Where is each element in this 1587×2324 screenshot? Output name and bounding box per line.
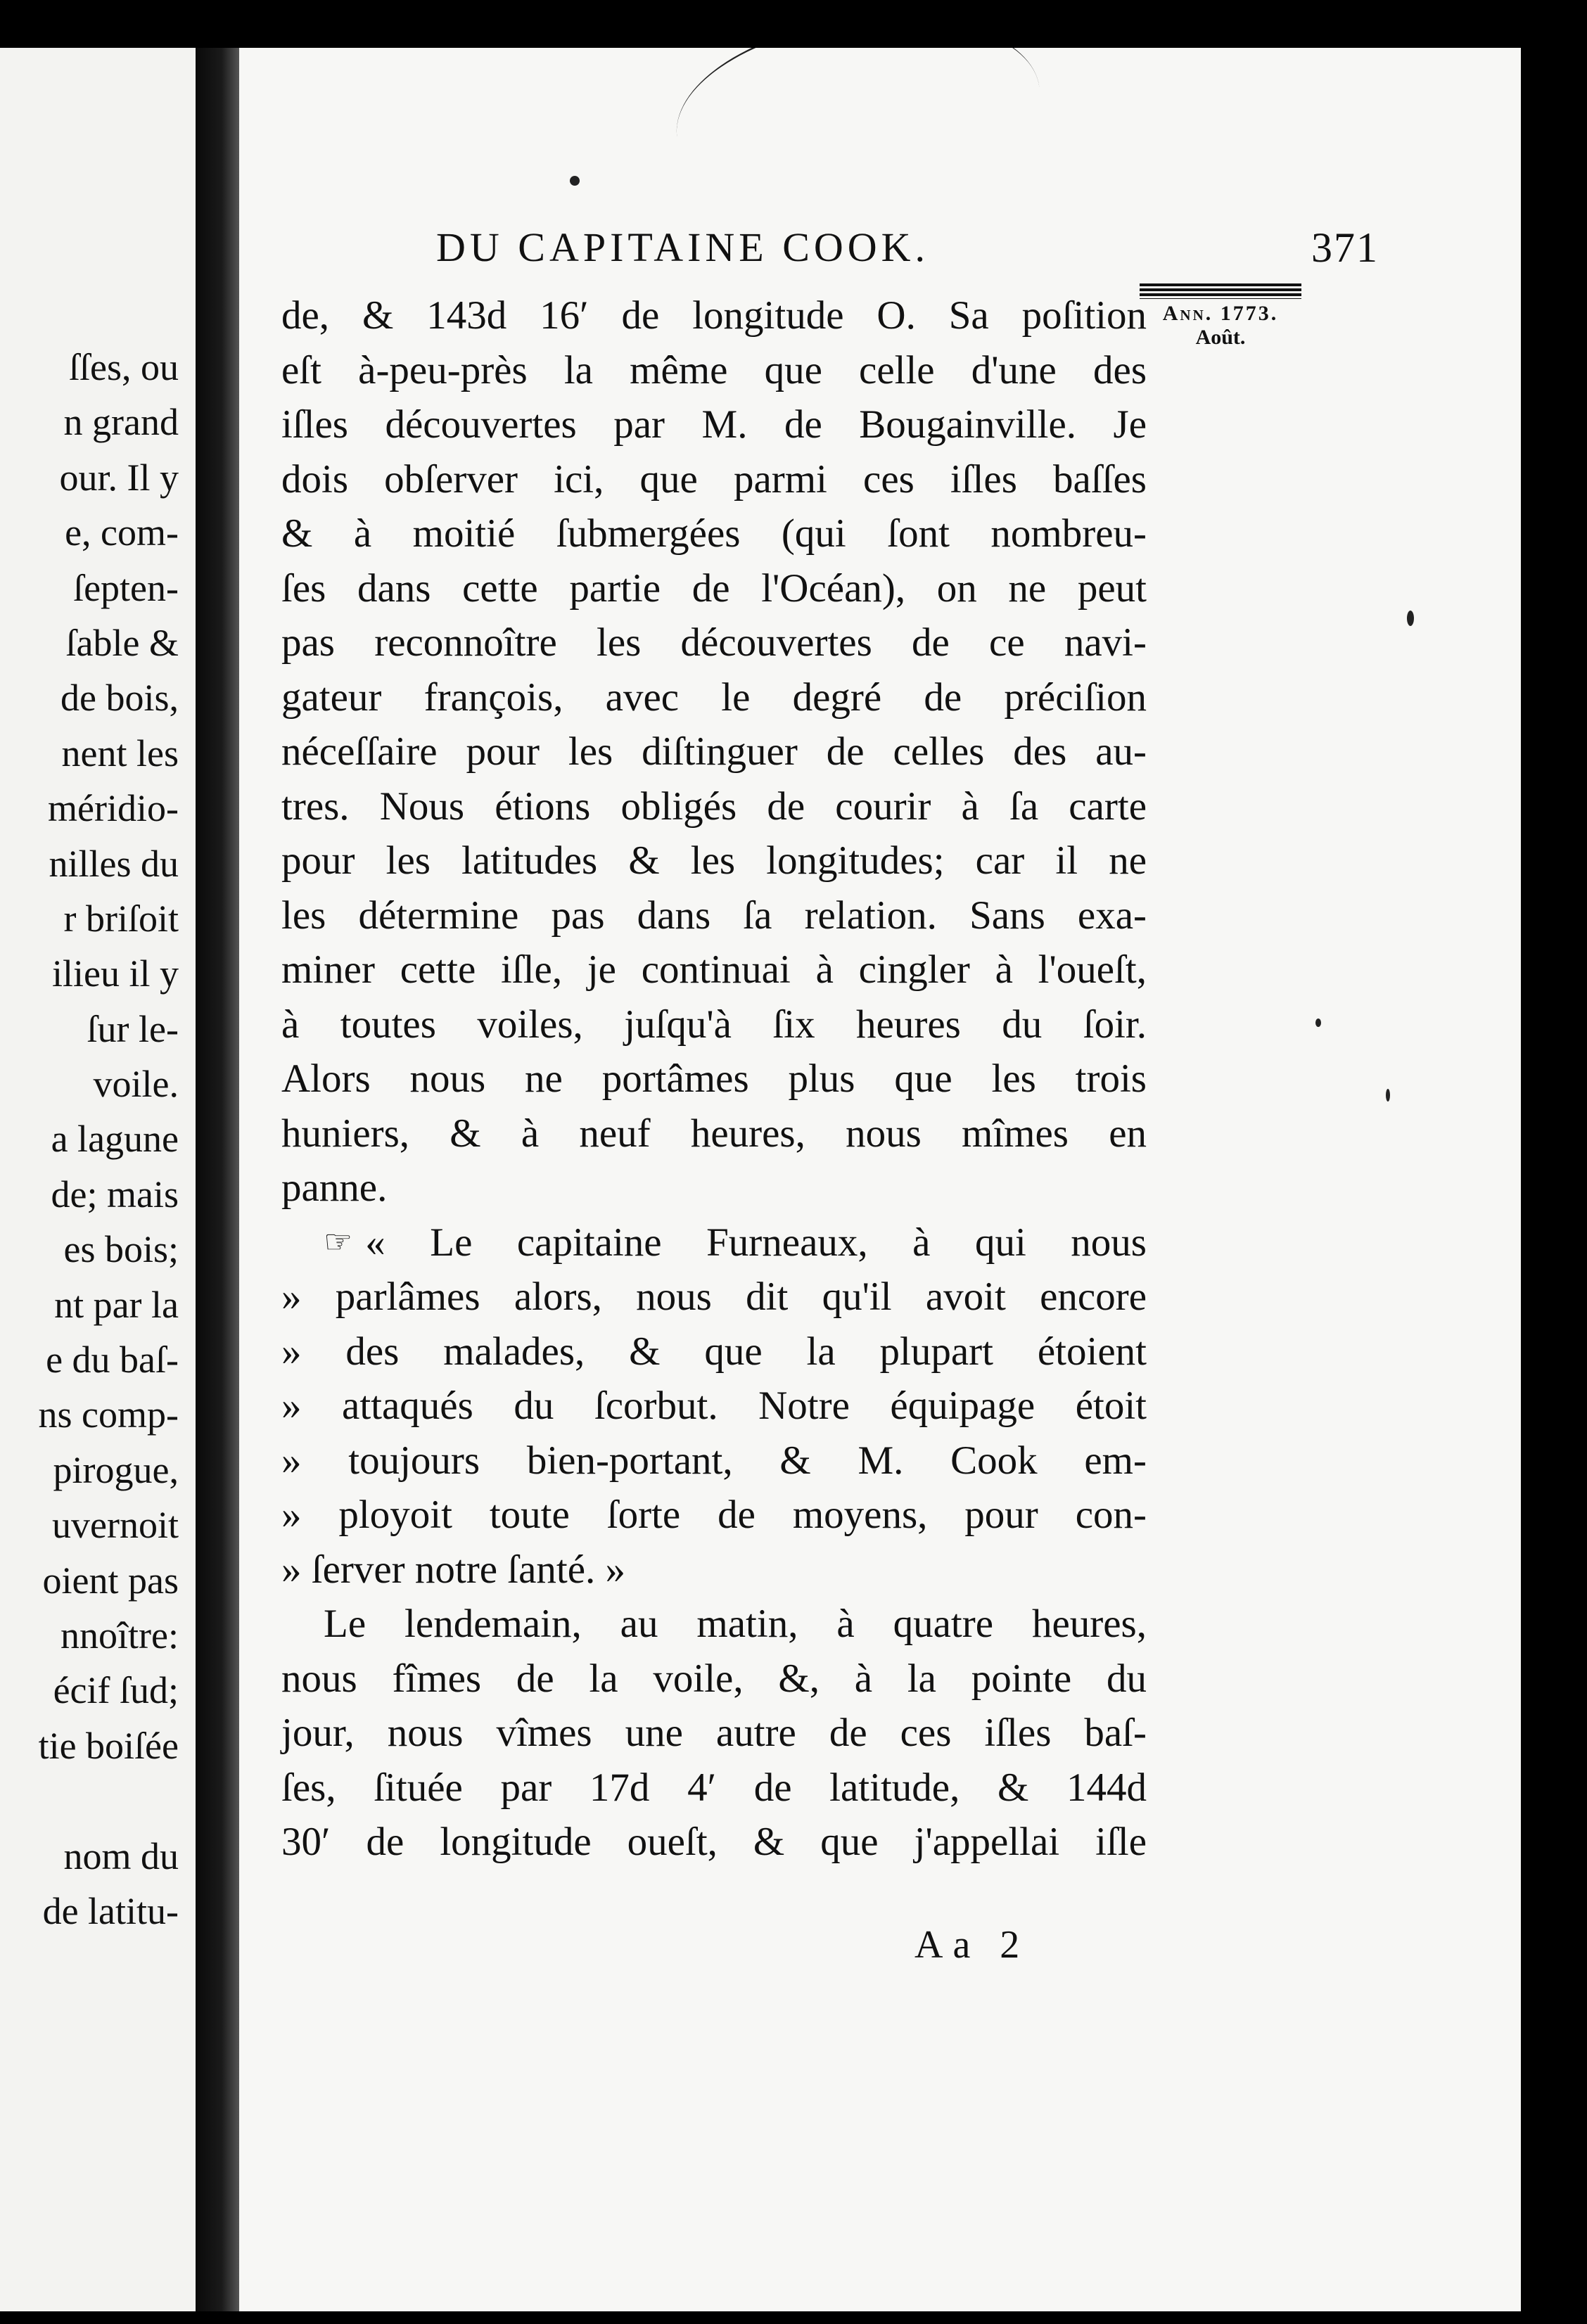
- left-page-line: de; mais: [51, 1173, 179, 1215]
- text-line: [281, 943, 1147, 997]
- text-line-content: 30′ de longitude oueſt, & que j'appellai iſle: [281, 1820, 1147, 1864]
- text-line-content: néceſſaire pour les diſtinguer de celles des au-: [281, 729, 1147, 774]
- left-page-line: tie boiſée: [38, 1724, 179, 1767]
- scan-speck: [1315, 1019, 1321, 1027]
- text-line: [281, 1161, 1147, 1215]
- text-line: [281, 834, 1147, 888]
- left-page-line: voile.: [93, 1063, 179, 1106]
- margin-month: Août.: [1195, 326, 1246, 349]
- text-line: [281, 452, 1147, 507]
- margin-rule: [1140, 283, 1301, 299]
- left-page-line: méridio-: [48, 787, 179, 830]
- text-line-content: ſes dans cette partie de l'Océan), on ne peut: [281, 566, 1147, 611]
- left-page-line: a lagune: [51, 1118, 179, 1161]
- text-line: [281, 888, 1147, 943]
- scan-speck: [570, 176, 580, 186]
- left-page-line: ſſes, ou: [69, 346, 179, 388]
- left-page-line: oient pas: [42, 1559, 179, 1602]
- text-line: [281, 1324, 1147, 1379]
- text-line: [281, 1434, 1147, 1488]
- left-page-line: de latitu-: [42, 1889, 179, 1932]
- book-gutter: [196, 48, 239, 2311]
- text-line: [281, 506, 1147, 561]
- text-line: [281, 1815, 1147, 1870]
- text-line: [281, 670, 1147, 725]
- left-page-line: e, com-: [65, 511, 179, 554]
- text-line-content: pour les latitudes & les longitudes; car il ne: [281, 838, 1147, 883]
- left-page-line: uvernoit: [52, 1504, 179, 1547]
- text-line-content: de, & 143d 16′ de longitude O. Sa poſition: [281, 293, 1147, 338]
- text-line: [281, 724, 1147, 779]
- left-page-line: ſepten-: [73, 566, 179, 609]
- text-line: [281, 561, 1147, 616]
- text-line: [281, 1706, 1147, 1761]
- text-line-content: » des malades, & que la plupart étoient: [281, 1329, 1147, 1374]
- running-title: DU CAPITAINE COOK.: [436, 224, 930, 270]
- text-line: [281, 1597, 1147, 1652]
- margin-year: Ann. 1773.: [1162, 302, 1279, 325]
- text-line: [281, 288, 1147, 343]
- text-line: [281, 1270, 1147, 1324]
- text-line: [281, 1543, 1147, 1597]
- text-line: [281, 997, 1147, 1052]
- scan-speck: [1407, 611, 1414, 626]
- left-page-line: es bois;: [63, 1228, 179, 1271]
- text-line: [281, 1652, 1147, 1706]
- signature-mark: Aa 2: [914, 1923, 1030, 1967]
- left-page-text: [39, 340, 179, 1939]
- body-text: [281, 288, 1147, 1870]
- left-page-line: nt par la: [54, 1283, 179, 1326]
- text-line-content: huniers, & à neuf heures, nous mîmes en: [281, 1111, 1147, 1156]
- text-line-content: » parlâmes alors, nous dit qu'il avoit encore: [281, 1275, 1147, 1319]
- text-line-content: Le lendemain, au matin, à quatre heures,: [324, 1602, 1147, 1646]
- left-page-line: r briſoit: [63, 897, 179, 940]
- text-line-content: iſles découvertes par M. de Bougainville. Je: [281, 402, 1147, 447]
- left-page-line: pirogue,: [53, 1448, 179, 1491]
- left-page-line: nent les: [61, 732, 179, 774]
- text-line: [281, 1488, 1147, 1543]
- left-page-line: écif ſud;: [53, 1669, 179, 1712]
- left-page-line: nilles du: [49, 842, 179, 885]
- margin-note: [1133, 283, 1308, 350]
- text-line: [281, 1761, 1147, 1815]
- text-line-content: gateur françois, avec le degré de préciſion: [281, 675, 1147, 720]
- text-line-content: Alors nous ne portâmes plus que les trois: [281, 1056, 1147, 1101]
- text-line: [281, 1379, 1147, 1434]
- left-page-line: ſur le-: [87, 1007, 179, 1050]
- text-line-content: « Le capitaine Furneaux, à qui nous: [365, 1220, 1147, 1265]
- text-line-content: » ſerver notre ſanté. »: [281, 1547, 626, 1592]
- text-line-content: les détermine pas dans ſa relation. Sans exa-: [281, 893, 1147, 938]
- text-line-content: » attaqués du ſcorbut. Notre équipage étoit: [281, 1384, 1147, 1428]
- left-facing-page: [0, 48, 196, 2311]
- text-line-content: eſt à-peu-près la même que celle d'une des: [281, 347, 1147, 392]
- left-page-line: ſable &: [65, 621, 179, 664]
- left-page-line: ilieu il y: [52, 952, 179, 995]
- text-line: [281, 1215, 1147, 1270]
- right-page: [239, 48, 1521, 2311]
- text-line-content: panne.: [281, 1166, 388, 1210]
- text-line-content: miner cette iſle, je continuai à cingler à l'oueſt,: [281, 947, 1147, 992]
- text-line-content: nous fîmes de la voile, &, à la pointe du: [281, 1656, 1147, 1701]
- left-page-line: de bois,: [60, 677, 179, 720]
- left-page-line: nom du: [63, 1834, 179, 1877]
- text-line-content: dois obſerver ici, que parmi ces iſles baſſes: [281, 456, 1147, 502]
- text-line: [281, 1052, 1147, 1106]
- left-page-line: our. Il y: [59, 456, 179, 499]
- text-line-content: » ployoit toute ſorte de moyens, pour con-: [281, 1493, 1147, 1537]
- running-head: [436, 224, 1379, 287]
- left-page-line: n grand: [63, 401, 179, 444]
- text-line: [281, 1106, 1147, 1161]
- text-line-content: & à moitié ſubmergées (qui ſont nombreu-: [281, 511, 1147, 556]
- text-line: [281, 779, 1147, 834]
- left-page-line: [39, 1773, 179, 1828]
- text-line-content: jour, nous vîmes une autre de ces iſles baſ-: [281, 1711, 1147, 1755]
- text-line-content: » toujours bien-portant, & M. Cook em-: [281, 1438, 1147, 1483]
- text-line: [281, 343, 1147, 398]
- scan-speck: [1386, 1089, 1390, 1102]
- pointing-hand-icon: ☞: [324, 1223, 353, 1260]
- page-number: 371: [1311, 224, 1379, 271]
- left-page-line: ns comp-: [38, 1393, 179, 1436]
- scan-scratch: [664, 48, 1052, 229]
- text-line-content: à toutes voiles, juſqu'à ſix heures du ſoir.: [281, 1002, 1147, 1047]
- text-line-content: ſes, ſituée par 17d 4′ de latitude, & 144d: [281, 1765, 1147, 1810]
- text-line-content: tres. Nous étions obligés de courir à ſa carte: [281, 784, 1147, 829]
- left-page-line: e du baſ-: [46, 1339, 179, 1381]
- text-line: [281, 615, 1147, 670]
- left-page-line: nnoître:: [60, 1614, 179, 1656]
- text-line: [281, 397, 1147, 452]
- text-line-content: pas reconnoître les découvertes de ce navi-: [281, 620, 1147, 665]
